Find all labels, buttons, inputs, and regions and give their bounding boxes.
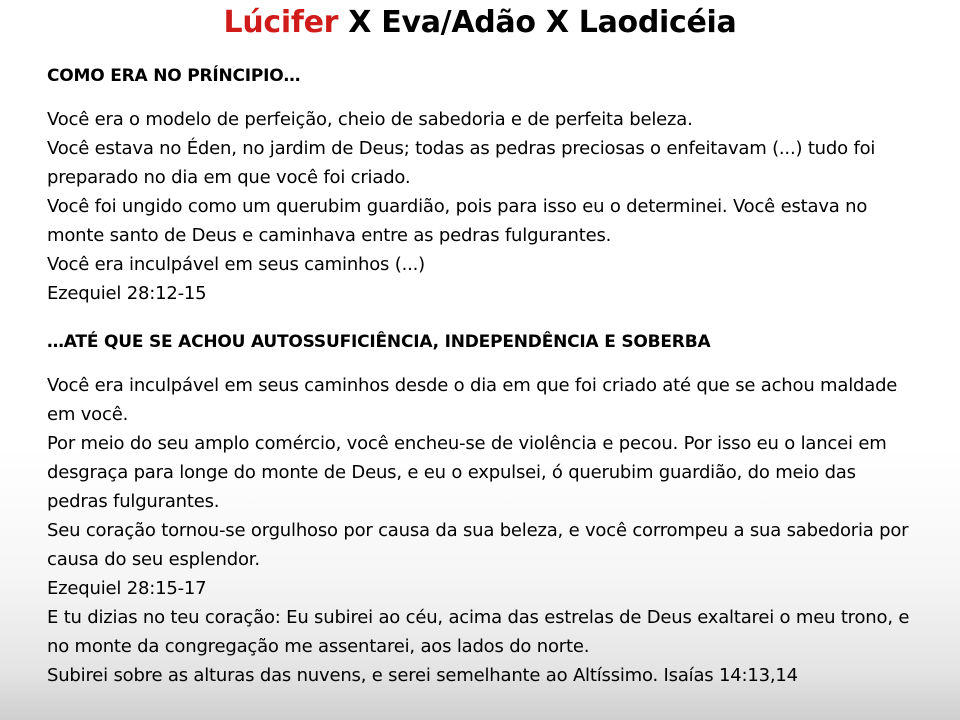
title-accent: Lúcifer: [223, 5, 339, 40]
paragraph: Você estava no Éden, no jardim de Deus; todas as pedras preciosas o enfeitavam (...) tudo foi preparado no dia em que você foi criado.: [47, 138, 876, 188]
paragraph: Você era inculpável em seus caminhos desde o dia em que foi criado até que se achou maldade em você.: [47, 375, 898, 425]
paragraph: Você era o modelo de perfeição, cheio de sabedoria e de perfeita beleza.: [47, 109, 693, 130]
paragraph: E tu dizias no teu coração: Eu subirei ao céu, acima das estrelas de Deus exaltarei o meu trono, e no monte da congregação me assentarei, aos lados do norte.: [47, 607, 910, 657]
section-heading: COMO ERA NO PRÍNCIPIO…: [47, 66, 301, 86]
paragraph: Por meio do seu amplo comércio, você encheu-se de violência e pecou. Por isso eu o lancei em desgraça para longe do monte de Deus, e eu o expulsei, ó querubim guardião, do meio das pedras fulgurantes.: [47, 433, 887, 512]
section-principle: [47, 62, 919, 308]
slide-body: [47, 62, 919, 690]
section-heading: …ATÉ QUE SE ACHOU AUTOSSUFICIÊNCIA, INDEPENDÊNCIA E SOBERBA: [47, 332, 711, 352]
paragraph: Você era inculpável em seus caminhos (...): [47, 254, 425, 275]
title-rest: X Eva/Adão X Laodicéia: [338, 5, 737, 40]
scripture-reference: Subirei sobre as alturas das nuvens, e serei semelhante ao Altíssimo. Isaías 14:13,14: [47, 665, 798, 686]
section-pride: [47, 328, 919, 690]
paragraph: Você foi ungido como um querubim guardião, pois para isso eu o determinei. Você estava no monte santo de Deus e caminhava entre as pedras fulgurantes.: [47, 196, 868, 246]
scripture-reference: Ezequiel 28:15-17: [47, 578, 207, 599]
section-spacer: [47, 308, 919, 328]
scripture-reference: Ezequiel 28:12-15: [47, 283, 207, 304]
slide-title: [0, 2, 960, 44]
paragraph: Seu coração tornou-se orgulhoso por causa da sua beleza, e você corrompeu a sua sabedoria por causa do seu esplendor.: [47, 520, 909, 570]
